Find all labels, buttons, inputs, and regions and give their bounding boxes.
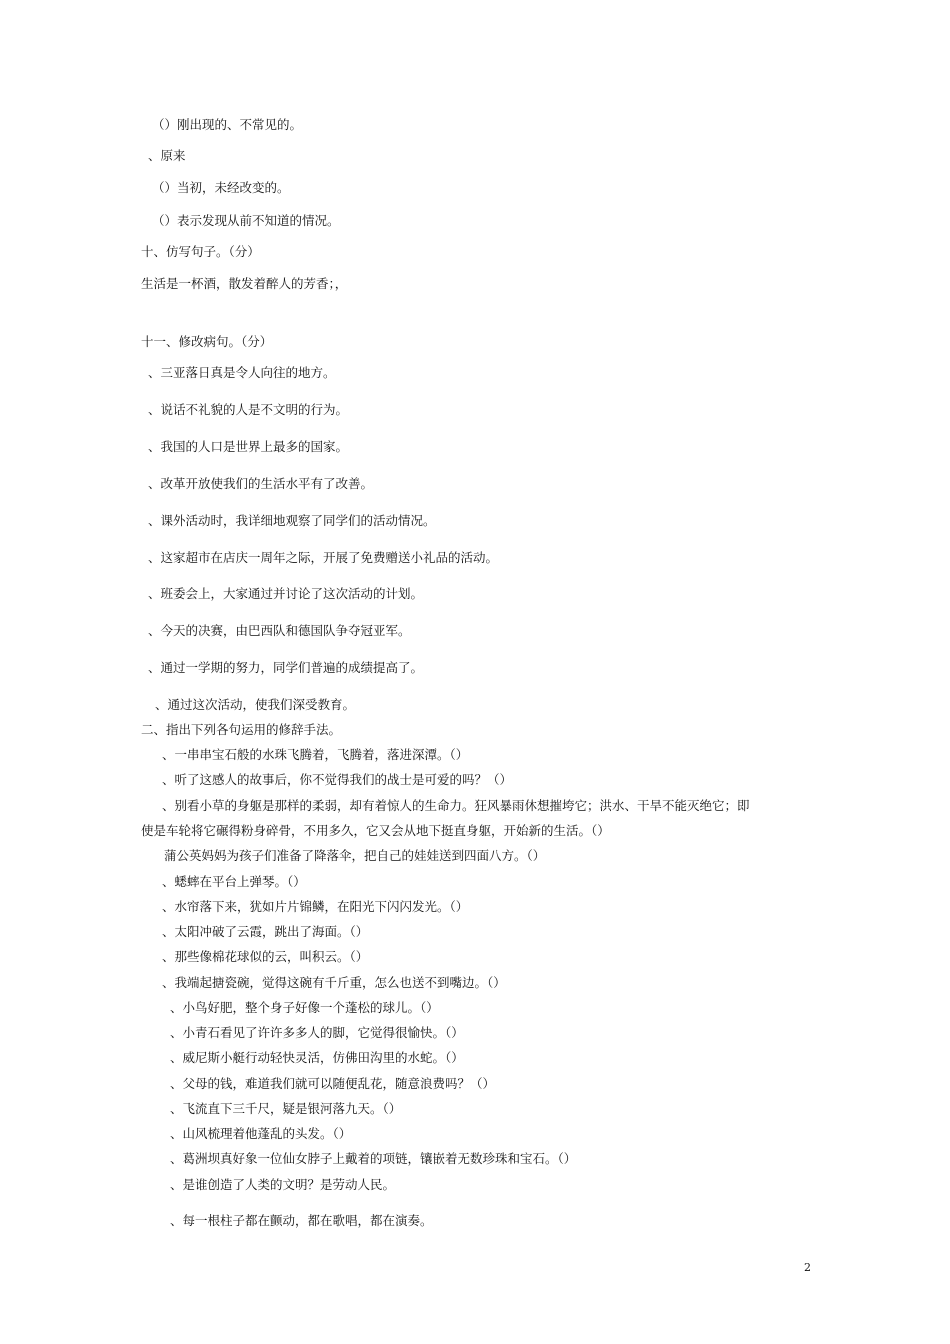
correction-item: 、说话不礼貌的人是不文明的行为。 bbox=[148, 402, 349, 417]
rhetoric-item: 、听了这感人的故事后，你不觉得我们的战士是可爱的吗？（） bbox=[162, 772, 513, 787]
rhetoric-item: 、葛洲坝真好象一位仙女脖子上戴着的项链，镶嵌着无数珍珠和宝石。（） bbox=[170, 1151, 577, 1166]
rhetoric-item: 、飞流直下三千尺，疑是银河落九天。（） bbox=[170, 1101, 402, 1116]
correction-item: 、班委会上，大家通过并讨论了这次活动的计划。 bbox=[148, 586, 424, 601]
section10-sentence: 生活是一杯酒，散发着醉人的芳香；， bbox=[141, 276, 348, 291]
option-yuanlai-b: （）表示发现从前不知道的情况。 bbox=[152, 213, 340, 228]
option-new-a: （）刚出现的、不常见的。 bbox=[152, 117, 303, 132]
section11-heading: 十一、修改病句。（分） bbox=[141, 334, 273, 349]
correction-item: 、我国的人口是世界上最多的国家。 bbox=[148, 439, 349, 454]
rhetoric-item: 、别看小草的身躯是那样的柔弱，却有着惊人的生命力。狂风暴雨休想摧垮它；洪水、干旱不能灭绝它；即 bbox=[162, 798, 750, 813]
rhetoric-item: 、山风梳理着他蓬乱的头发。（） bbox=[170, 1126, 352, 1141]
rhetoric-item: 、水帘落下来，犹如片片锦鳞，在阳光下闪闪发光。（） bbox=[162, 899, 469, 914]
rhetoric-item: 、蟋蟀在平台上弹琴。（） bbox=[162, 874, 306, 889]
correction-item: 、课外活动时，我详细地观察了同学们的活动情况。 bbox=[148, 513, 436, 528]
rhetoric-item: 、每一根柱子都在颤动，都在歌唱，都在演奏。 bbox=[170, 1213, 433, 1228]
rhetoric-item: 、那些像棉花球似的云，叫积云。（） bbox=[162, 949, 369, 964]
rhetoric-item: 、我端起搪瓷碗，觉得这碗有千斤重，怎么也送不到嘴边。（） bbox=[162, 975, 506, 990]
rhetoric-item: 、小鸟好肥，整个身子好像一个蓬松的球儿。（） bbox=[170, 1000, 439, 1015]
rhetoric-item: 、威尼斯小艇行动轻快灵活，仿佛田沟里的水蛇。（） bbox=[170, 1050, 464, 1065]
rhetoric-item-continued: 使是车轮将它碾得粉身碎骨，不用多久，它又会从地下挺直身躯，开始新的生活。（） bbox=[141, 823, 610, 838]
correction-item: 、通过一学期的努力，同学们普遍的成绩提高了。 bbox=[148, 660, 424, 675]
section12-heading: 二、指出下列各句运用的修辞手法。 bbox=[141, 722, 342, 737]
correction-item: 、通过这次活动，使我们深受教育。 bbox=[155, 697, 356, 712]
correction-item: 、三亚落日真是令人向往的地方。 bbox=[148, 365, 336, 380]
word-yuanlai: 、原来 bbox=[148, 148, 186, 163]
option-yuanlai-a: （）当初，未经改变的。 bbox=[152, 180, 290, 195]
correction-item: 、今天的决赛，由巴西队和德国队争夺冠亚军。 bbox=[148, 623, 411, 638]
section10-heading: 十、仿写句子。（分） bbox=[141, 244, 260, 259]
rhetoric-item: 蒲公英妈妈为孩子们准备了降落伞，把自己的娃娃送到四面八方。（） bbox=[164, 848, 546, 863]
correction-item: 、这家超市在店庆一周年之际，开展了免费赠送小礼品的活动。 bbox=[148, 550, 499, 565]
rhetoric-item: 、是谁创造了人类的文明？是劳动人民。 bbox=[170, 1177, 396, 1192]
correction-item: 、改革开放使我们的生活水平有了改善。 bbox=[148, 476, 374, 491]
rhetoric-item: 、太阳冲破了云霞，跳出了海面。（） bbox=[162, 924, 369, 939]
rhetoric-item: 、父母的钱，难道我们就可以随便乱花，随意浪费吗？（） bbox=[170, 1076, 496, 1091]
page-number: 2 bbox=[804, 1261, 811, 1274]
rhetoric-item: 、小青石看见了许许多多人的脚，它觉得很愉快。（） bbox=[170, 1025, 464, 1040]
rhetoric-item: 、一串串宝石般的水珠飞腾着，飞腾着，落进深潭。（） bbox=[162, 747, 469, 762]
